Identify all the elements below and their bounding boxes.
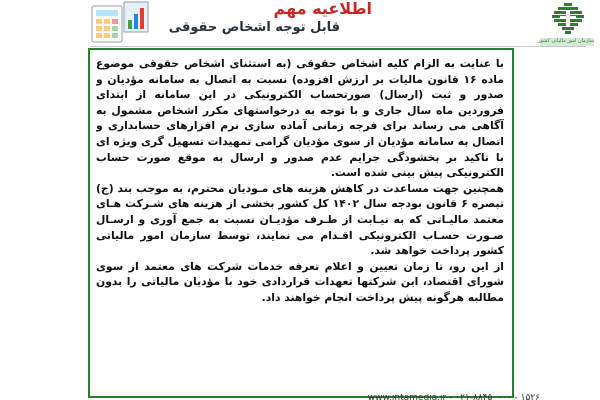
body-paragraph-3: از این رو، تا زمان تعیین و اعلام تعرفه خدمات شرکت های معتمد از سوی شورای اقتصاد، این شرکتها تعهدات قراردادی خود با مؤدیان مالیاتی را بدون مطالبه هرگونه پیش پرداخت انجام خواهند داد. [96,259,504,304]
announcement-title: اطلاعیه مهم [273,0,372,18]
logo-caption: سازمان امور مالیاتی کشور [538,38,594,44]
body-paragraph-2: همچنین جهت مساعدت در کاهش هزینه های مـودیان محترم، به موجب بند (ج) تبصره ۶ قانون بودجه سال ۱۴۰۲ کل کشور بخشی از هزینه های شـرکت هـای معتمد مالیـاتی که به نیـابت از طـرف مؤدیـان نسبت به جمع آوری و ارسـال صـورت حسـاب الکترونیکی اقـدام می نمایند، توسط سازمان امور مالیاتی کشور پرداخت خواهد شد. [96,181,504,258]
announcement-subtitle: قابل توجه اشخاص حقوقی [168,20,340,35]
announcement-body [96,56,504,392]
tax-organization-logo-icon [550,2,586,40]
header-divider [90,46,586,47]
body-paragraph-1: با عنایت به الزام کلیه اشخاص حقوقی (به استثنای اشخاص حقوقی موضوع ماده ۱۶ قانون مالیات بر ارزش افزوده) نسبت به اتصال به سامانه مؤدیان و صدور و ثبت (ارسال) صورتحساب الکترونیکی در این سامانه از ابتدای فروردین ماه سال جاری و با توجه به درخواستهای مکرر اشخاص مشمول به آگاهی می رساند برای فرجه زمانی آماده سازی نرم افزارهای حسابداری و اتصال به سامانه مؤدیان از سوی مؤدیان گرامی تمهیدات تسهیل گری ویژه ای با تاکید بر بخشودگی جرایم عدم صدور و ارسال به موقع صورت حساب الکترونیکی پیش بینی شده است. [96,57,504,180]
footer-contact-text: ۱۵۲۶ - ۰۲۱-۸۸۴۵۰۰۰۰ - www.intamedia.ir [367,394,540,400]
announcement-body-frame [88,48,514,398]
calculator-and-charts-icon [90,0,150,44]
